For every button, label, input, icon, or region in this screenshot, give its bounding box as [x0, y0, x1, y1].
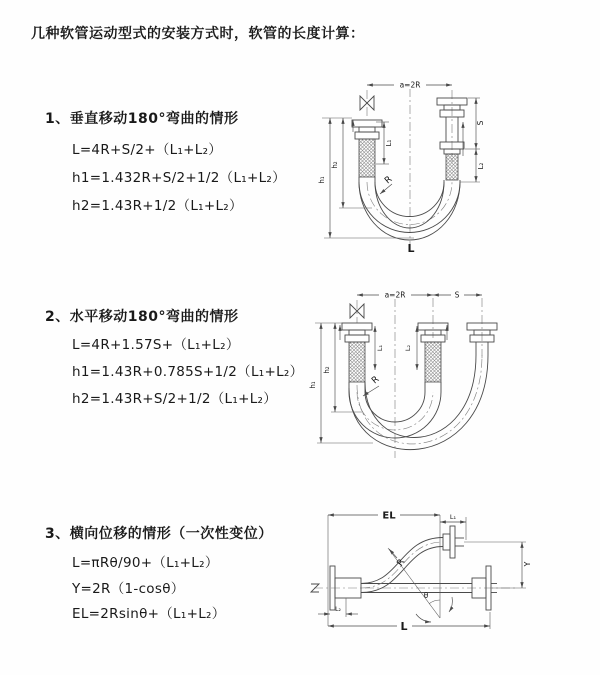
braided-hose-section: [359, 139, 375, 177]
middle-flanged-fitting: [418, 323, 448, 382]
braided-hose-section: [425, 342, 441, 382]
dim-label-a2r: a=2R: [384, 290, 406, 300]
dim-label-l2: L₂: [404, 344, 412, 352]
dim-label-h2: h₂: [331, 161, 339, 169]
dim-label-el: EL: [382, 510, 396, 522]
dim-label-h2: h₂: [323, 366, 331, 374]
dim-label-s: S: [454, 290, 460, 300]
diagram-horizontal-180-bend: [305, 280, 595, 475]
diagram-lateral-displacement: [300, 500, 595, 665]
diagram-vertical-180-bend: [310, 70, 595, 265]
dim-label-l1: L₁: [376, 344, 384, 352]
hose-u-bend: [359, 174, 460, 240]
dim-label-r: R: [383, 174, 395, 187]
dim-label-r: R: [395, 557, 408, 569]
dim-label-l1: L₁: [449, 513, 457, 521]
section-2-formula-L: L=4R+1.57S+（L₁+L₂）: [72, 337, 240, 353]
braided-hose-section: [349, 342, 365, 382]
straight-pipe-position: [311, 566, 518, 610]
angle-arc: [429, 600, 440, 604]
dim-label-theta: θ: [423, 591, 429, 600]
hose-u-bend-position2: [349, 355, 488, 450]
section-1-formula-h1: h1=1.432R+S/2+1/2（L₁+L₂）: [72, 170, 286, 186]
radius-arrow: [380, 184, 392, 194]
section-2-heading: 2、水平移动180°弯曲的情形: [45, 309, 239, 325]
dim-label-l: L: [400, 620, 408, 633]
section-1-formula-L: L=4R+S/2+（L₁+L₂）: [72, 142, 223, 158]
dim-label-l2: L₂: [335, 606, 341, 613]
dim-label-s: S: [476, 120, 485, 126]
left-flanged-fitting: [352, 120, 382, 177]
section-2-formula-h1: h1=1.43R+0.785S+1/2（L₁+L₂）: [72, 364, 304, 380]
section-2-formula-h2: h2=1.43R+S/2+1/2（L₁+L₂）: [72, 391, 278, 407]
section-3-formula-L: L=πRθ/90+（L₁+L₂）: [72, 555, 219, 571]
dim-label-l2: L₂: [477, 162, 485, 170]
section-3-formula-Y: Y=2R（1-cosθ）: [72, 581, 185, 597]
dim-label-l: L: [407, 242, 415, 255]
section-3-heading: 3、横向位移的情形（一次性变位）: [45, 526, 273, 542]
left-flanged-fitting: [342, 323, 372, 382]
section-3-formula-EL: EL=2Rsinθ+（L₁+L₂）: [72, 606, 226, 622]
dim-label-h1: h₁: [309, 381, 317, 389]
angle-arrow: [449, 597, 452, 612]
dim-label-r: R: [370, 374, 382, 387]
radius-arrow: [389, 549, 397, 558]
dim-label-a2r: a=2R: [399, 80, 421, 90]
dim-label-y: Y: [523, 561, 532, 567]
page-title: 几种软管运动型式的安装方式时，软管的长度计算：: [31, 26, 365, 42]
angle-arrow: [416, 614, 431, 622]
section-1-heading: 1、垂直移动180°弯曲的情形: [45, 111, 239, 127]
top-right-flanged-fitting: [443, 526, 464, 558]
section-1-formula-h2: h2=1.43R+1/2（L₁+L₂）: [72, 198, 243, 214]
dim-label-h1: h₁: [318, 176, 326, 184]
braided-hose-section: [446, 154, 458, 180]
dim-label-l1: L₁: [385, 139, 393, 147]
right-flanged-fitting: [437, 98, 467, 180]
